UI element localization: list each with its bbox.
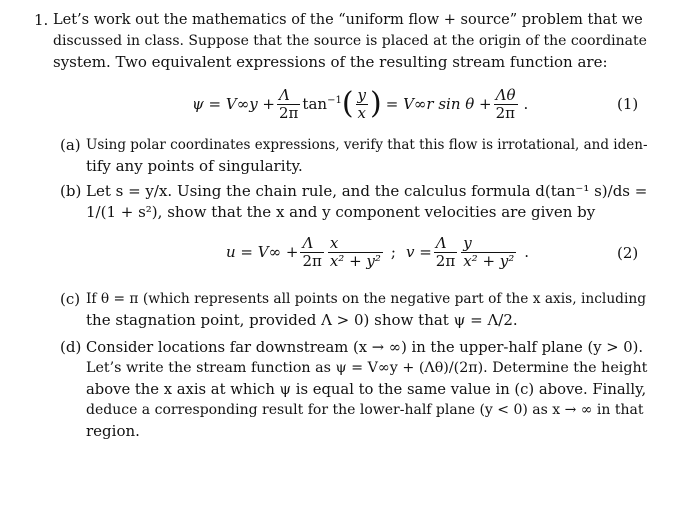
eq2-v-frac2-denominator: x² + y²: [463, 251, 515, 270]
equation-2-label: (2): [617, 244, 639, 262]
part-c-line-2: the stagnation point, provided Λ > 0) show that ψ = Λ/2.: [86, 311, 518, 329]
part-d-line-2: Let’s write the stream function as ψ = V∞y + (Λθ)/(2π). Determine the height: [86, 360, 648, 376]
part-c-line-1: If θ = π (which represents all points on the negative part of the x axis, including: [86, 291, 647, 307]
eq2-u-fraction-2: [328, 235, 383, 270]
eq2-v-fraction-1: [434, 235, 457, 270]
eq2-u-frac1-denominator: 2π: [302, 251, 322, 270]
eq2-separator: ;: [390, 243, 396, 261]
eq1-frac2-denominator: 2π: [495, 103, 516, 122]
part-b-label: (b): [60, 182, 82, 200]
part-a-line-2: tify any points of singularity.: [86, 157, 303, 175]
eq1-arctan: $\tan^{-1}$: [302, 95, 342, 113]
part-d-line-5: region.: [86, 422, 140, 440]
equation-1: [192, 82, 528, 126]
eq1-frac1-denominator: 2π: [279, 103, 299, 122]
part-b-line-2: 1/(1 + s²), show that the x and y component velocities are given by: [86, 203, 596, 221]
eq1-fraction-1: [277, 87, 300, 122]
eq2-v-frac1-numerator: Λ: [434, 235, 457, 253]
part-b-line-1: Let s = y/x. Using the chain rule, and the calculus formula d(tan⁻¹ s)/ds =: [86, 182, 648, 200]
eq1-paren-close: ): [370, 86, 382, 121]
eq1-inner-fraction: [356, 87, 368, 122]
eq1-lhs: ψ = V∞y +: [192, 95, 276, 113]
eq2-v-frac1-denominator: 2π: [435, 251, 456, 270]
eq2-v-frac2-numerator: y: [461, 235, 516, 253]
eq1-arctan-exponent: −1: [327, 95, 342, 106]
eq1-inner-numerator: y: [357, 85, 367, 104]
problem-number: 1.: [34, 11, 49, 29]
eq2-u-lhs: u = V∞ +: [226, 243, 299, 261]
eq2-u-frac1-numerator: Λ: [300, 235, 323, 253]
intro-line-3: system. Two equivalent expressions of the resulting stream function are:: [53, 53, 608, 71]
part-a-label: (a): [60, 136, 81, 154]
equation-2: [226, 230, 529, 274]
eq1-frac2-numerator: Λθ: [495, 85, 516, 104]
part-c-label: (c): [60, 290, 81, 308]
intro-line-2: discussed in class. Suppose that the source is placed at the origin of the coordinate: [53, 33, 647, 49]
eq1-frac1-numerator: Λ: [277, 87, 300, 105]
part-d-line-1: Consider locations far downstream (x → ∞) in the upper-half plane (y > 0).: [86, 339, 644, 356]
eq1-inner-denominator: x: [357, 103, 366, 122]
eq2-u-fraction-1: [300, 235, 323, 270]
eq1-middle: = V∞r sin θ +: [385, 95, 492, 113]
eq2-end: .: [524, 243, 530, 261]
part-d-label: (d): [60, 338, 82, 356]
intro-line-1: Let’s work out the mathematics of the “uniform flow + source” problem that we: [53, 12, 643, 28]
equation-1-label: (1): [617, 95, 639, 113]
part-d-line-4: deduce a corresponding result for the lower-half plane (y < 0) as x → ∞ in that: [86, 402, 644, 418]
eq2-u-frac2-numerator: x: [328, 235, 383, 253]
eq1-end: .: [523, 95, 529, 113]
eq2-v-fraction-2: [461, 235, 516, 270]
eq2-v-lhs: v =: [405, 243, 432, 261]
part-a-line-1: Using polar coordinates expressions, verify that this flow is irrotational, and iden-: [86, 137, 648, 153]
eq1-paren-open: (: [341, 86, 354, 121]
eq1-fraction-2: [494, 87, 518, 122]
part-d-line-3: above the x axis at which ψ is equal to the same value in (c) above. Finally,: [86, 381, 647, 398]
eq2-u-frac2-denominator: x² + y²: [329, 251, 381, 270]
